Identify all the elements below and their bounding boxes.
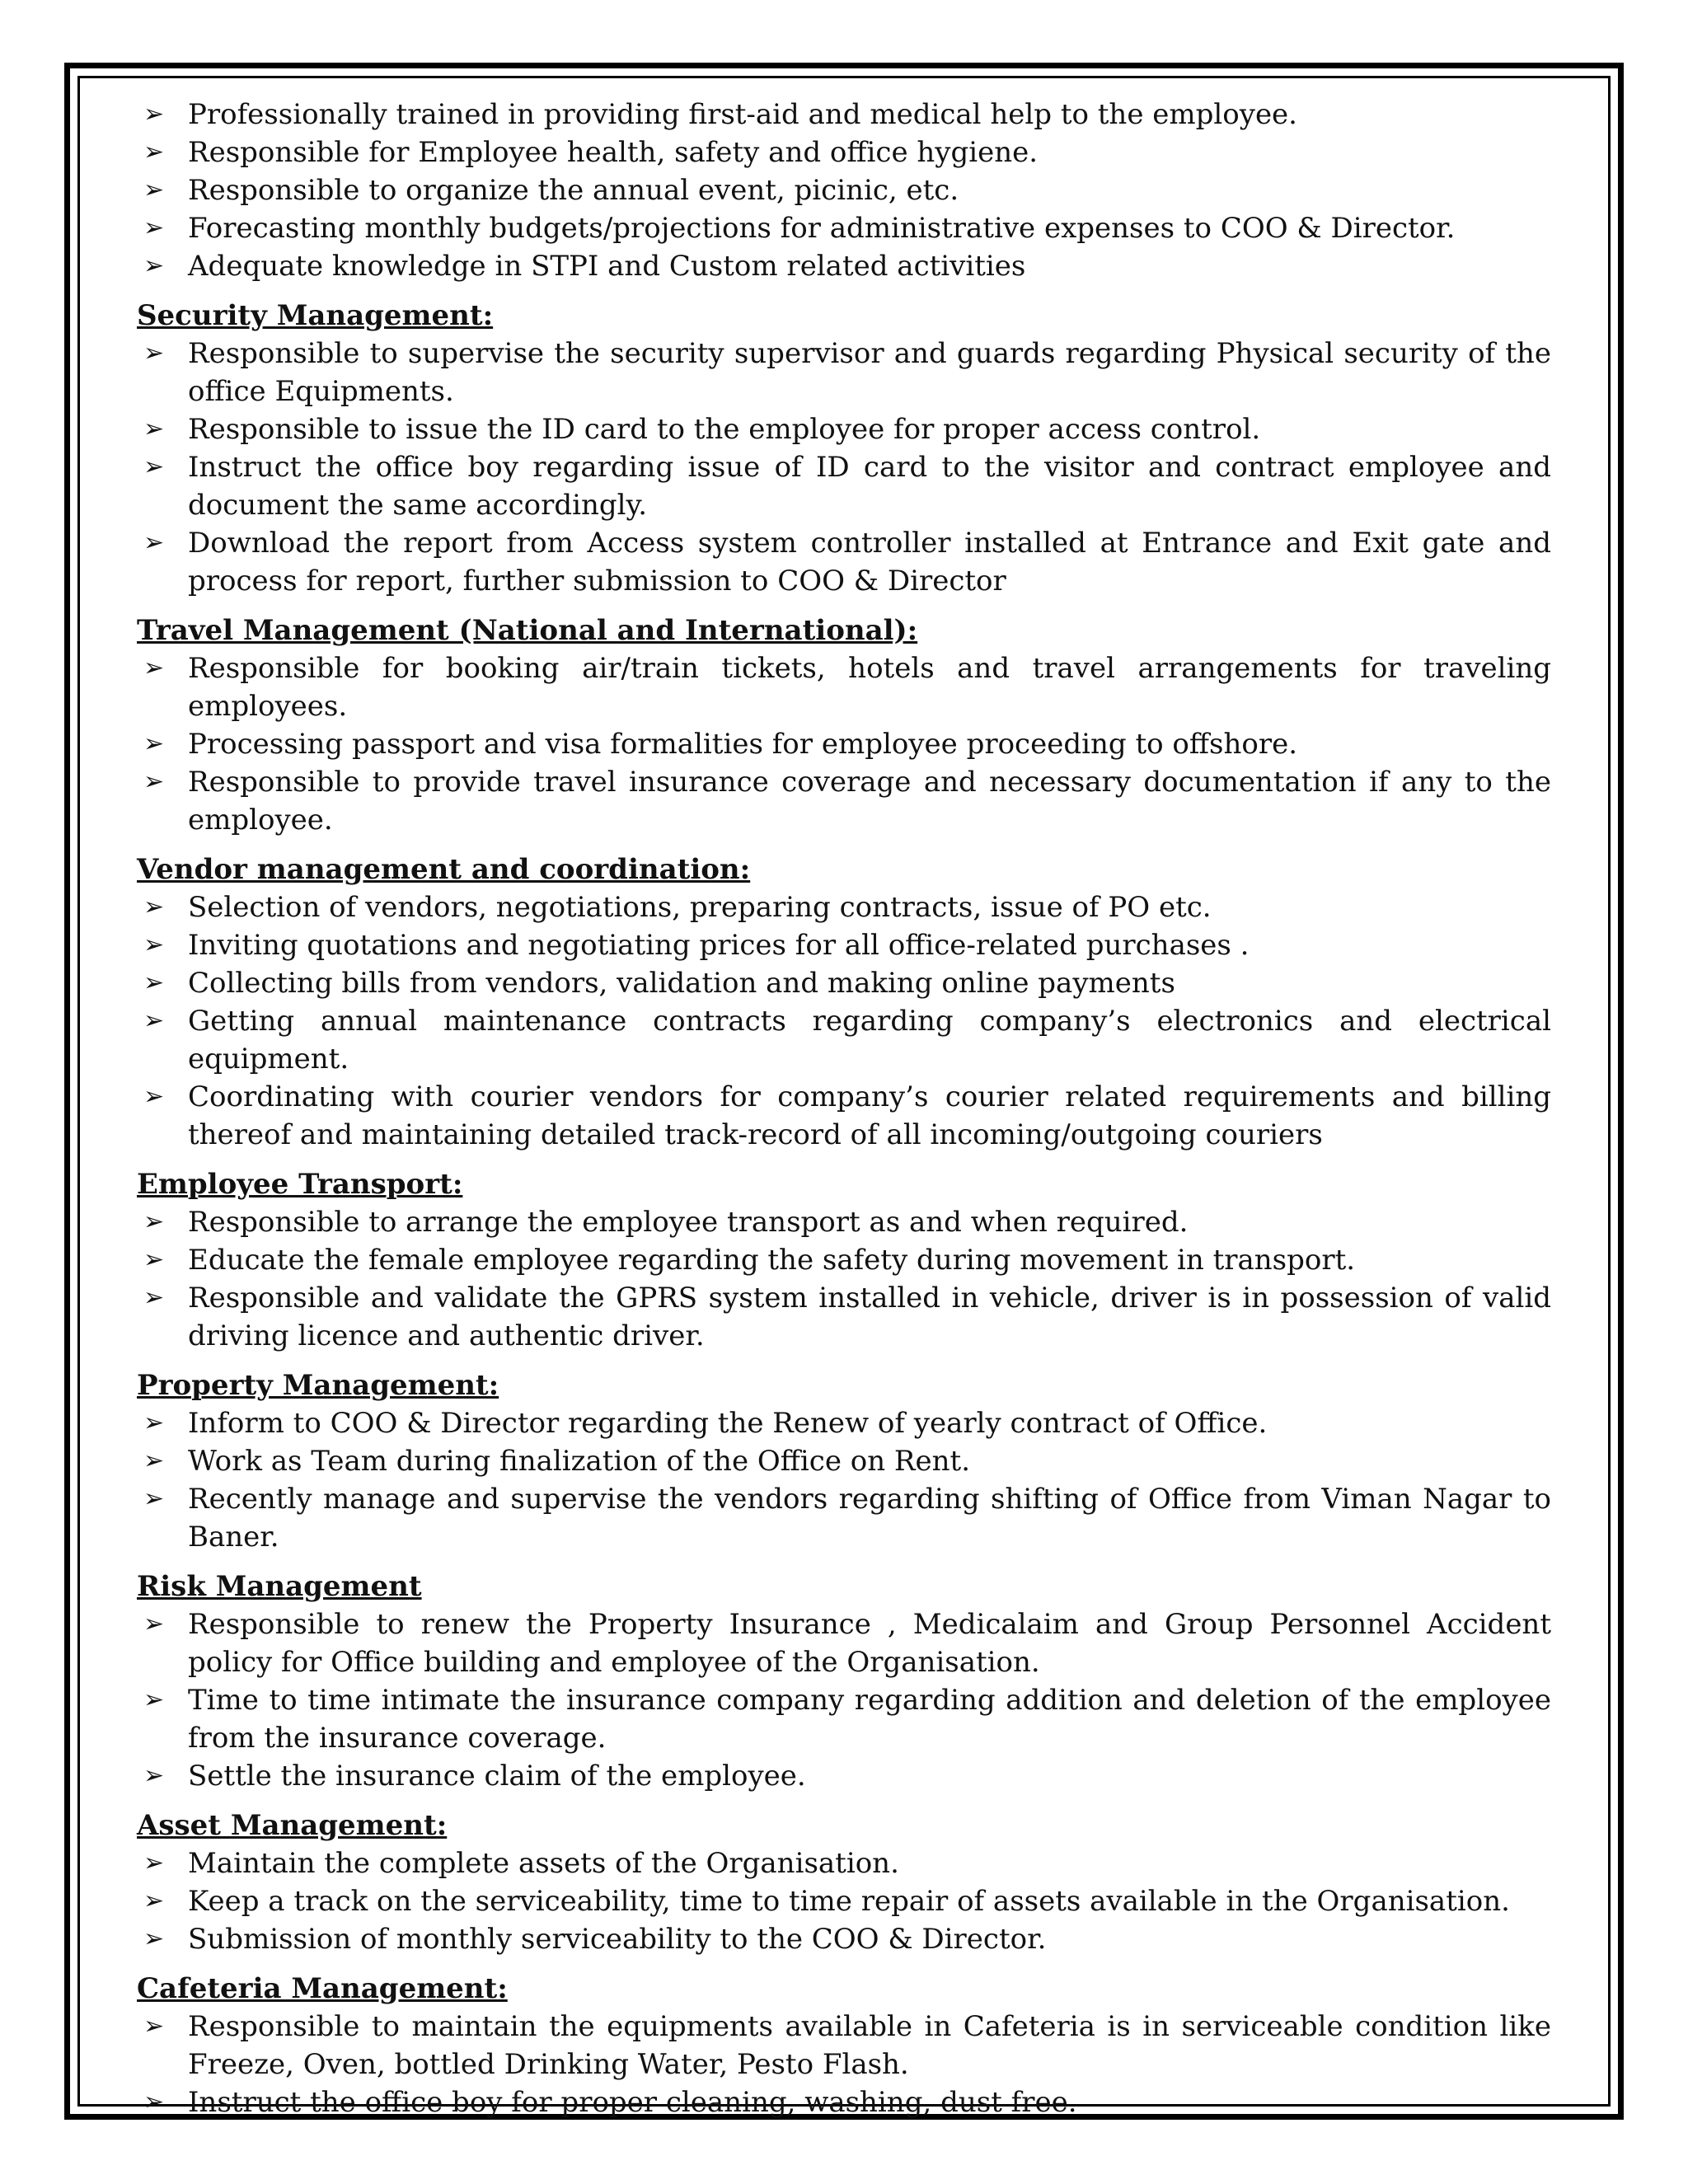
list-item-text: Responsible and validate the GPRS system installed in vehicle, driver is in possession of valid driving licence and authentic driver. bbox=[188, 1282, 1551, 1352]
section-list bbox=[137, 1203, 1551, 1355]
list-item bbox=[137, 335, 1551, 410]
list-item bbox=[137, 1404, 1551, 1442]
list-item-text: Collecting bills from vendors, validation and making online payments bbox=[188, 967, 1175, 1000]
list-item bbox=[137, 1442, 1551, 1480]
section bbox=[137, 851, 1551, 1154]
section-heading: Vendor management and coordination: bbox=[137, 853, 751, 886]
document-body bbox=[137, 96, 1551, 2121]
list-item-text: Recently manage and supervise the vendors regarding shifting of Office from Viman Nagar to Baner. bbox=[188, 1483, 1551, 1554]
arrow-bullet-icon: ➢ bbox=[143, 1207, 165, 1236]
list-item bbox=[137, 448, 1551, 524]
list-item-text: Professionally trained in providing first-aid and medical help to the employee. bbox=[188, 98, 1297, 131]
arrow-bullet-icon: ➢ bbox=[143, 100, 165, 129]
list-item-text: Responsible to renew the Property Insurance , Medicalaim and Group Personnel Accident policy for Office building and employee of the Organisation. bbox=[188, 1608, 1551, 1679]
list-item-text: Maintain the complete assets of the Organisation. bbox=[188, 1847, 899, 1880]
arrow-bullet-icon: ➢ bbox=[143, 1886, 165, 1915]
list-item bbox=[137, 926, 1551, 964]
list-item-text: Download the report from Access system controller installed at Entrance and Exit gate and process for report, further submission to COO & Director bbox=[188, 527, 1551, 598]
section-list bbox=[137, 1605, 1551, 1795]
arrow-bullet-icon: ➢ bbox=[143, 339, 165, 368]
arrow-bullet-icon: ➢ bbox=[143, 1610, 165, 1638]
list-item-text: Responsible to issue the ID card to the employee for proper access control. bbox=[188, 413, 1261, 446]
section bbox=[137, 1366, 1551, 1556]
list-item bbox=[137, 1757, 1551, 1795]
section-list bbox=[137, 2008, 1551, 2121]
list-item-text: Time to time intimate the insurance company regarding addition and deletion of the employee from the insurance coverage. bbox=[188, 1684, 1551, 1755]
list-item bbox=[137, 1882, 1551, 1920]
arrow-bullet-icon: ➢ bbox=[143, 138, 165, 166]
list-item bbox=[137, 1844, 1551, 1882]
arrow-bullet-icon: ➢ bbox=[143, 930, 165, 959]
section-list bbox=[137, 1844, 1551, 1958]
list-item bbox=[137, 96, 1551, 134]
list-item bbox=[137, 964, 1551, 1002]
arrow-bullet-icon: ➢ bbox=[143, 654, 165, 682]
section-heading: Employee Transport: bbox=[137, 1168, 463, 1201]
arrow-bullet-icon: ➢ bbox=[143, 2088, 165, 2116]
arrow-bullet-icon: ➢ bbox=[143, 1006, 165, 1035]
sections-container bbox=[137, 297, 1551, 2121]
list-item bbox=[137, 1241, 1551, 1279]
section-list bbox=[137, 335, 1551, 600]
section-heading: Property Management: bbox=[137, 1369, 499, 1402]
list-item-text: Educate the female employee regarding the safety during movement in transport. bbox=[188, 1244, 1356, 1277]
list-item bbox=[137, 1681, 1551, 1757]
list-item-text: Responsible for booking air/train tickets, hotels and travel arrangements for traveling employees. bbox=[188, 652, 1551, 723]
list-item bbox=[137, 1078, 1551, 1154]
list-item-text: Inviting quotations and negotiating prices for all office-related purchases . bbox=[188, 929, 1250, 962]
list-item bbox=[137, 1002, 1551, 1078]
section-list bbox=[137, 1404, 1551, 1556]
list-item-text: Responsible for Employee health, safety and office hygiene. bbox=[188, 136, 1039, 169]
list-item bbox=[137, 171, 1551, 209]
list-item bbox=[137, 1203, 1551, 1241]
list-item-text: Getting annual maintenance contracts regarding company’s electronics and electrical equipment. bbox=[188, 1005, 1551, 1076]
list-item bbox=[137, 1605, 1551, 1681]
section-list bbox=[137, 888, 1551, 1154]
list-item-text: Processing passport and visa formalities for employee proceeding to offshore. bbox=[188, 728, 1298, 761]
arrow-bullet-icon: ➢ bbox=[143, 251, 165, 280]
section-heading: Travel Management (National and International): bbox=[137, 614, 918, 647]
arrow-bullet-icon: ➢ bbox=[143, 1446, 165, 1475]
arrow-bullet-icon: ➢ bbox=[143, 528, 165, 557]
list-item-text: Responsible to provide travel insurance coverage and necessary documentation if any to the employee. bbox=[188, 766, 1551, 837]
list-item bbox=[137, 1480, 1551, 1556]
section-heading: Security Management: bbox=[137, 299, 494, 332]
arrow-bullet-icon: ➢ bbox=[143, 1082, 165, 1111]
list-item-text: Settle the insurance claim of the employee. bbox=[188, 1760, 806, 1793]
intro-list bbox=[137, 96, 1551, 285]
arrow-bullet-icon: ➢ bbox=[143, 1924, 165, 1953]
list-item bbox=[137, 2008, 1551, 2083]
section bbox=[137, 1970, 1551, 2121]
list-item-text: Responsible to organize the annual event, picinic, etc. bbox=[188, 174, 959, 207]
list-item-text: Responsible to arrange the employee transport as and when required. bbox=[188, 1206, 1189, 1239]
list-item-text: Work as Team during finalization of the Office on Rent. bbox=[188, 1445, 971, 1478]
list-item bbox=[137, 2083, 1551, 2121]
section bbox=[137, 1807, 1551, 1958]
section-heading: Cafeteria Management: bbox=[137, 1972, 508, 2005]
list-item-text: Adequate knowledge in STPI and Custom related activities bbox=[188, 250, 1026, 283]
list-item bbox=[137, 725, 1551, 763]
arrow-bullet-icon: ➢ bbox=[143, 1761, 165, 1790]
section bbox=[137, 1568, 1551, 1795]
list-item-text: Inform to COO & Director regarding the Renew of yearly contract of Office. bbox=[188, 1407, 1268, 1440]
arrow-bullet-icon: ➢ bbox=[143, 415, 165, 443]
arrow-bullet-icon: ➢ bbox=[143, 1283, 165, 1312]
list-item-text: Instruct the office boy for proper cleaning, washing, dust free. bbox=[188, 2086, 1077, 2119]
section bbox=[137, 297, 1551, 600]
arrow-bullet-icon: ➢ bbox=[143, 1245, 165, 1274]
list-item bbox=[137, 1279, 1551, 1355]
section bbox=[137, 612, 1551, 839]
arrow-bullet-icon: ➢ bbox=[143, 1408, 165, 1437]
arrow-bullet-icon: ➢ bbox=[143, 729, 165, 758]
list-item bbox=[137, 649, 1551, 725]
arrow-bullet-icon: ➢ bbox=[143, 1484, 165, 1513]
arrow-bullet-icon: ➢ bbox=[143, 767, 165, 796]
arrow-bullet-icon: ➢ bbox=[143, 176, 165, 204]
list-item bbox=[137, 247, 1551, 285]
list-item-text: Forecasting monthly budgets/projections for administrative expenses to COO & Director. bbox=[188, 212, 1456, 245]
list-item bbox=[137, 888, 1551, 926]
list-item bbox=[137, 1920, 1551, 1958]
list-item bbox=[137, 134, 1551, 171]
list-item-text: Instruct the office boy regarding issue of ID card to the visitor and contract employee and document the same accordingly. bbox=[188, 451, 1551, 522]
list-item bbox=[137, 524, 1551, 600]
arrow-bullet-icon: ➢ bbox=[143, 213, 165, 242]
list-item-text: Responsible to maintain the equipments available in Cafeteria is in serviceable condition like Freeze, Oven, bottled Drinking Water, Pesto Flash. bbox=[188, 2010, 1551, 2081]
list-item-text: Keep a track on the serviceability, time to time repair of assets available in the Organisation. bbox=[188, 1885, 1510, 1918]
list-item-text: Selection of vendors, negotiations, preparing contracts, issue of PO etc. bbox=[188, 891, 1212, 924]
section-list bbox=[137, 649, 1551, 839]
section bbox=[137, 1165, 1551, 1355]
list-item-text: Submission of monthly serviceability to the COO & Director. bbox=[188, 1923, 1047, 1956]
arrow-bullet-icon: ➢ bbox=[143, 1849, 165, 1877]
list-item-text: Coordinating with courier vendors for company’s courier related requirements and billing thereof and maintaining detailed track-record of all incoming/outgoing couriers bbox=[188, 1080, 1551, 1151]
arrow-bullet-icon: ➢ bbox=[143, 452, 165, 481]
list-item bbox=[137, 763, 1551, 839]
list-item bbox=[137, 410, 1551, 448]
arrow-bullet-icon: ➢ bbox=[143, 968, 165, 997]
arrow-bullet-icon: ➢ bbox=[143, 893, 165, 921]
arrow-bullet-icon: ➢ bbox=[143, 1685, 165, 1714]
arrow-bullet-icon: ➢ bbox=[143, 2012, 165, 2041]
section-heading: Asset Management: bbox=[137, 1809, 448, 1842]
list-item bbox=[137, 209, 1551, 247]
section-heading: Risk Management bbox=[137, 1570, 422, 1603]
list-item-text: Responsible to supervise the security supervisor and guards regarding Physical security of the office Equipments. bbox=[188, 337, 1551, 408]
